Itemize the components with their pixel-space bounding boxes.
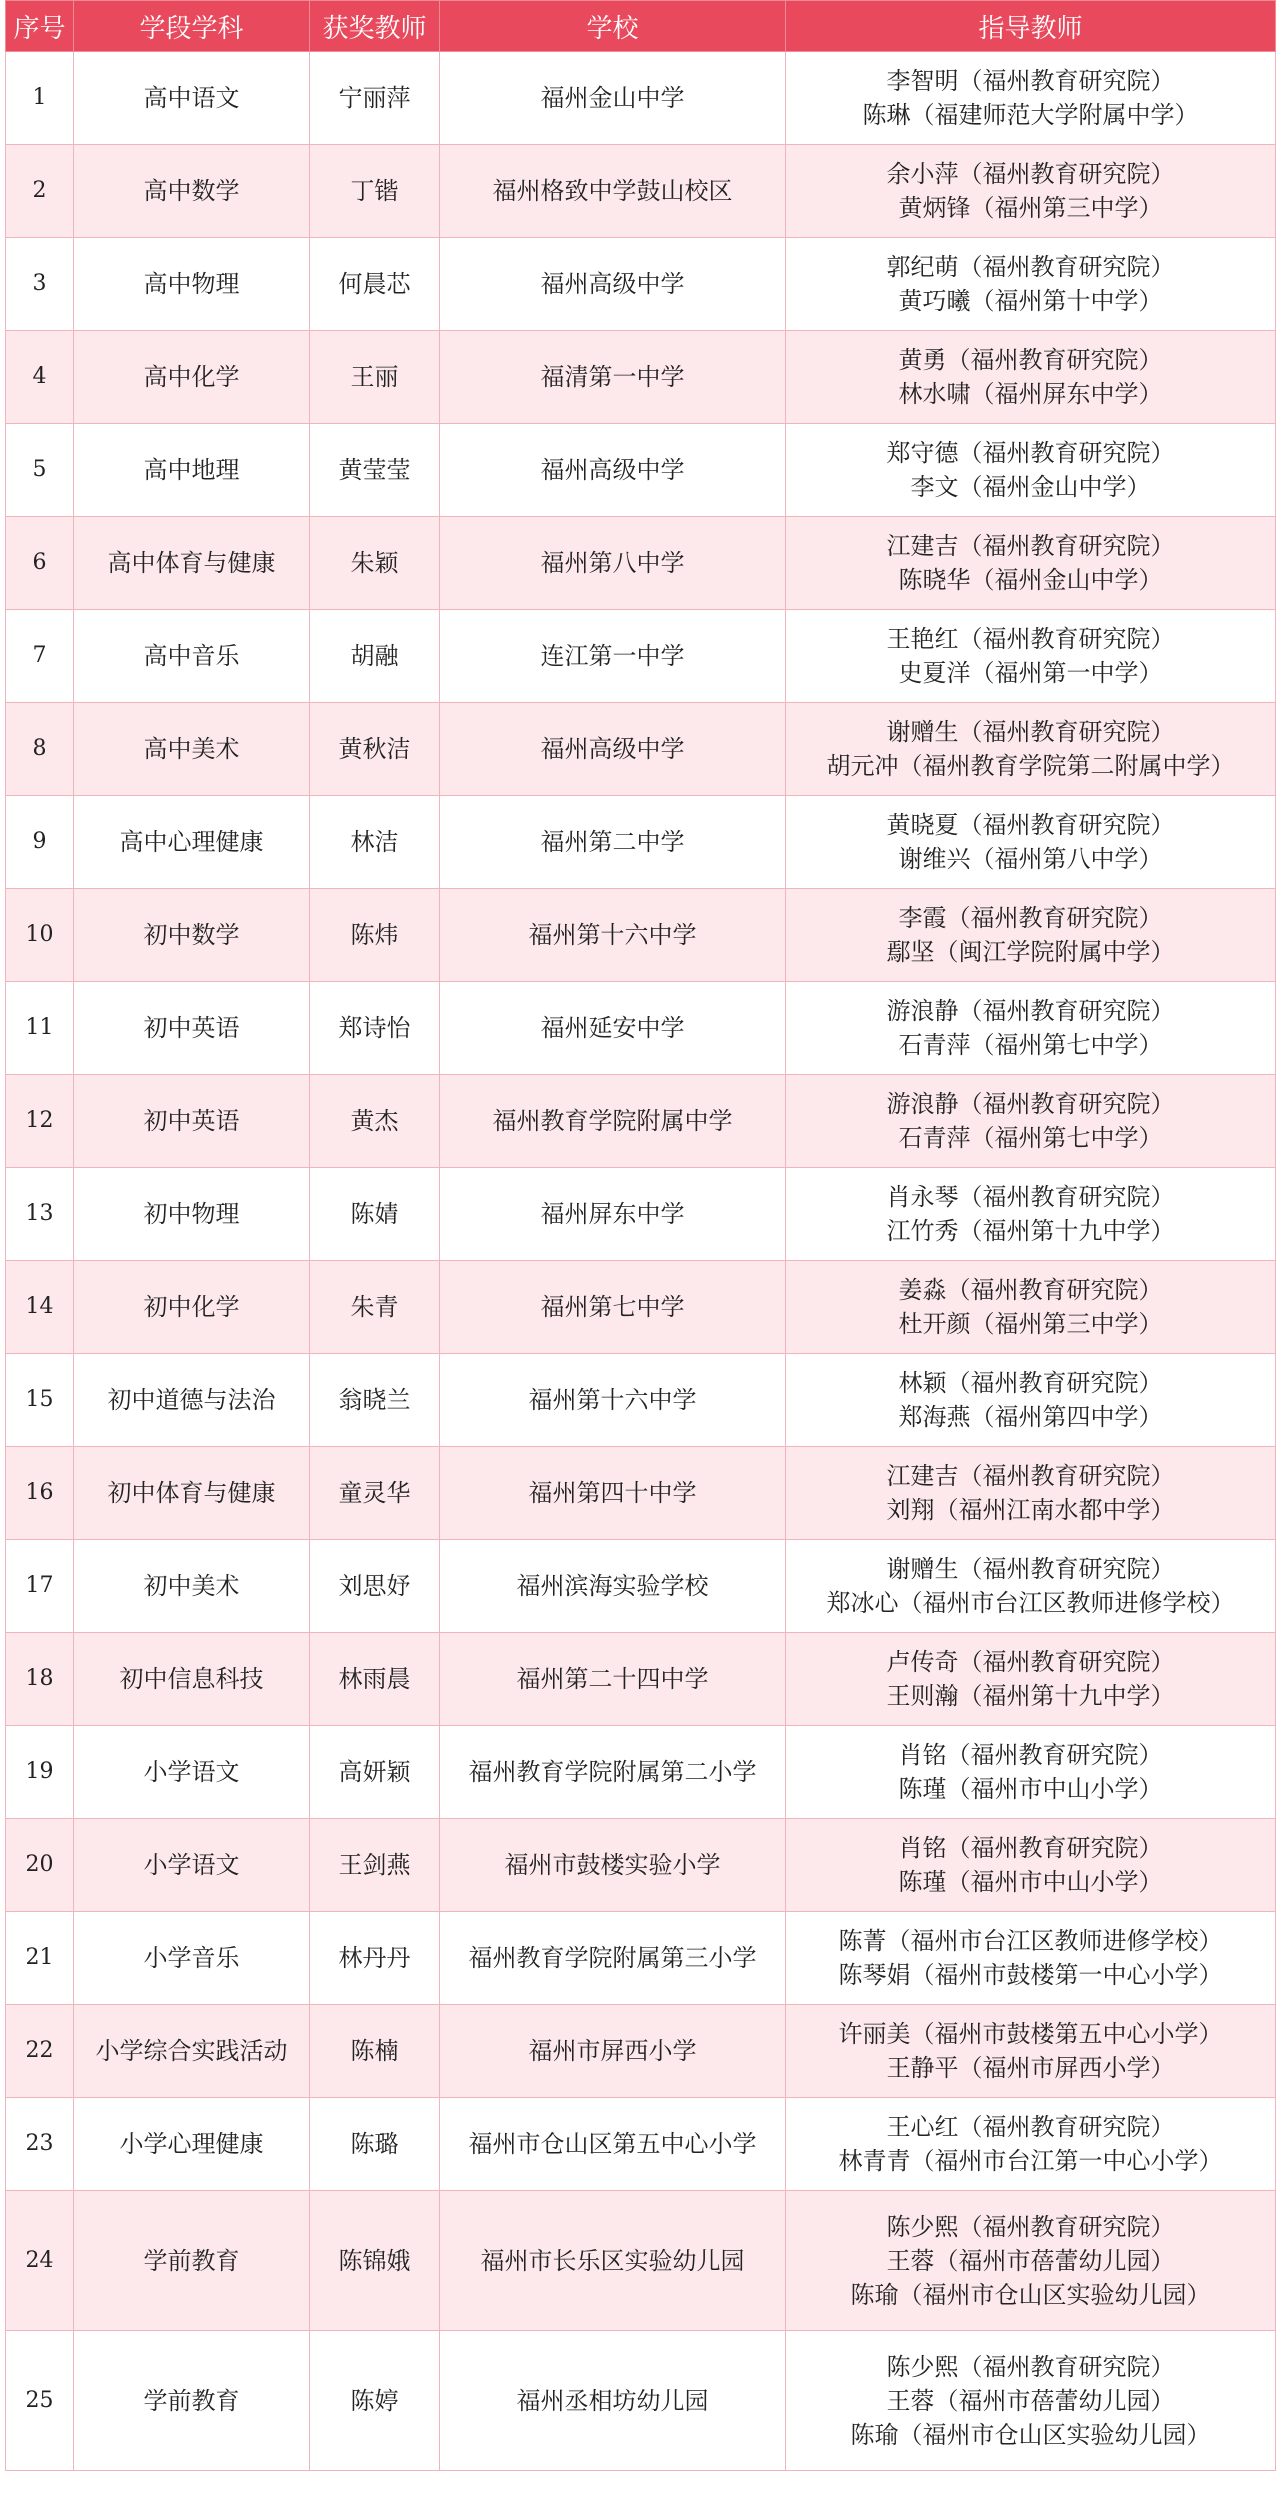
advisor-line: 游浪静（福州教育研究院） [886,1090,1175,1118]
row-no: 16 [6,1447,74,1540]
row-school: 福州市仓山区第五中心小学 [440,2098,786,2191]
header-school: 学校 [440,1,786,52]
row-advisors [786,2191,1276,2331]
row-advisors [786,2005,1276,2098]
advisor-line: 鄢坚（闽江学院附属中学） [886,938,1175,966]
table-row [6,2005,1276,2098]
row-subject: 初中体育与健康 [74,1447,310,1540]
row-school: 福清第一中学 [440,331,786,424]
row-subject: 初中化学 [74,1261,310,1354]
table-row [6,1726,1276,1819]
row-school: 福州市鼓楼实验小学 [440,1819,786,1912]
advisor-line: 林水啸（福州屏东中学） [898,380,1163,408]
row-advisors [786,610,1276,703]
advisor-line: 姜淼（福州教育研究院） [898,1276,1163,1304]
row-subject: 高中心理健康 [74,796,310,889]
row-teacher: 何晨芯 [310,238,440,331]
row-school: 福州滨海实验学校 [440,1540,786,1633]
row-advisors [786,145,1276,238]
row-no: 2 [6,145,74,238]
advisor-line: 林青青（福州市台江第一中心小学） [838,2147,1223,2175]
row-subject: 高中体育与健康 [74,517,310,610]
row-teacher: 黄莹莹 [310,424,440,517]
row-teacher: 宁丽萍 [310,52,440,145]
advisor-line: 肖铭（福州教育研究院） [898,1834,1163,1862]
row-no: 4 [6,331,74,424]
table-row [6,889,1276,982]
advisor-line: 陈瑾（福州市中山小学） [898,1775,1163,1803]
row-subject: 初中英语 [74,982,310,1075]
row-school: 福州第二十四中学 [440,1633,786,1726]
advisor-line: 王静平（福州市屏西小学） [886,2054,1175,2082]
advisor-line: 陈菁（福州市台江区教师进修学校） [838,1927,1223,1955]
row-no: 6 [6,517,74,610]
advisor-line: 王心红（福州教育研究院） [886,2113,1175,2141]
header-row [6,1,1276,52]
advisor-line: 郑守德（福州教育研究院） [886,439,1175,467]
row-advisors [786,1261,1276,1354]
row-subject: 小学语文 [74,1819,310,1912]
table-row [6,1633,1276,1726]
row-subject: 高中化学 [74,331,310,424]
row-subject: 高中音乐 [74,610,310,703]
row-subject: 高中美术 [74,703,310,796]
advisor-line: 李文（福州金山中学） [910,473,1151,501]
row-advisors [786,982,1276,1075]
advisor-line: 许丽美（福州市鼓楼第五中心小学） [838,2020,1223,2048]
advisor-line: 谢维兴（福州第八中学） [898,845,1163,873]
table-row [6,2098,1276,2191]
row-subject: 高中物理 [74,238,310,331]
row-subject: 初中信息科技 [74,1633,310,1726]
row-school: 福州第十六中学 [440,889,786,982]
row-teacher: 黄杰 [310,1075,440,1168]
table-row [6,1912,1276,2005]
row-no: 7 [6,610,74,703]
row-school: 连江第一中学 [440,610,786,703]
row-teacher: 朱青 [310,1261,440,1354]
row-subject: 初中英语 [74,1075,310,1168]
row-teacher: 翁晓兰 [310,1354,440,1447]
table-row [6,1075,1276,1168]
advisor-line: 谢赠生（福州教育研究院） [886,1555,1175,1583]
row-advisors [786,1075,1276,1168]
row-subject: 小学音乐 [74,1912,310,2005]
advisor-line: 石青萍（福州第七中学） [898,1124,1163,1152]
row-school: 福州第十六中学 [440,1354,786,1447]
row-no: 11 [6,982,74,1075]
row-teacher: 陈炜 [310,889,440,982]
advisor-line: 余小萍（福州教育研究院） [886,160,1175,188]
row-teacher: 高妍颖 [310,1726,440,1819]
row-advisors [786,703,1276,796]
row-school: 福州市屏西小学 [440,2005,786,2098]
advisor-line: 刘翔（福州江南水都中学） [886,1496,1175,1524]
row-no: 17 [6,1540,74,1633]
row-teacher: 王丽 [310,331,440,424]
row-school: 福州第八中学 [440,517,786,610]
row-school: 福州第七中学 [440,1261,786,1354]
advisor-line: 陈少熙（福州教育研究院） [886,2212,1175,2241]
advisor-line: 陈瑾（福州市中山小学） [898,1868,1163,1896]
row-no: 10 [6,889,74,982]
table-row [6,145,1276,238]
advisor-line: 陈琴娟（福州市鼓楼第一中心小学） [838,1961,1223,1989]
row-advisors [786,1540,1276,1633]
row-subject: 高中数学 [74,145,310,238]
header-subject: 学段学科 [74,1,310,52]
advisor-line: 杜开颜（福州第三中学） [898,1310,1163,1338]
row-school: 福州教育学院附属第二小学 [440,1726,786,1819]
row-subject: 初中物理 [74,1168,310,1261]
row-subject: 小学心理健康 [74,2098,310,2191]
table-body [6,52,1276,2471]
row-no: 22 [6,2005,74,2098]
row-teacher: 刘思妤 [310,1540,440,1633]
row-teacher: 王剑燕 [310,1819,440,1912]
row-school: 福州教育学院附属中学 [440,1075,786,1168]
advisor-line: 肖铭（福州教育研究院） [898,1741,1163,1769]
advisor-line: 郭纪萌（福州教育研究院） [886,253,1175,281]
row-no: 5 [6,424,74,517]
table-row [6,796,1276,889]
row-advisors [786,1354,1276,1447]
advisor-line: 王则瀚（福州第十九中学） [886,1682,1175,1710]
row-advisors [786,2331,1276,2471]
table-row [6,1819,1276,1912]
row-school: 福州格致中学鼓山校区 [440,145,786,238]
header-teacher: 获奖教师 [310,1,440,52]
advisor-line: 游浪静（福州教育研究院） [886,997,1175,1025]
row-advisors [786,2098,1276,2191]
row-school: 福州金山中学 [440,52,786,145]
row-no: 20 [6,1819,74,1912]
advisor-line: 陈瑜（福州市仓山区实验幼儿园） [850,2420,1211,2449]
table-row [6,331,1276,424]
row-teacher: 林丹丹 [310,1912,440,2005]
row-teacher: 陈璐 [310,2098,440,2191]
row-school: 福州高级中学 [440,703,786,796]
row-subject: 初中数学 [74,889,310,982]
row-subject: 学前教育 [74,2331,310,2471]
row-subject: 高中语文 [74,52,310,145]
row-no: 9 [6,796,74,889]
row-no: 12 [6,1075,74,1168]
advisor-line: 谢赠生（福州教育研究院） [886,718,1175,746]
advisor-line: 江建吉（福州教育研究院） [886,1462,1175,1490]
advisor-line: 郑海燕（福州第四中学） [898,1403,1163,1431]
header-no: 序号 [6,1,74,52]
row-subject: 高中地理 [74,424,310,517]
row-no: 25 [6,2331,74,2471]
row-no: 3 [6,238,74,331]
row-teacher: 陈锦娥 [310,2191,440,2331]
row-teacher: 黄秋洁 [310,703,440,796]
row-advisors [786,1633,1276,1726]
row-advisors [786,1726,1276,1819]
row-teacher: 胡融 [310,610,440,703]
row-no: 19 [6,1726,74,1819]
row-school: 福州延安中学 [440,982,786,1075]
advisor-line: 黄巧曦（福州第十中学） [898,287,1163,315]
row-advisors [786,1168,1276,1261]
advisor-line: 林颖（福州教育研究院） [898,1369,1163,1397]
row-school: 福州市长乐区实验幼儿园 [440,2191,786,2331]
row-no: 23 [6,2098,74,2191]
table-row [6,2331,1276,2471]
row-subject: 学前教育 [74,2191,310,2331]
advisor-line: 江竹秀（福州第十九中学） [886,1217,1175,1245]
advisor-line: 陈晓华（福州金山中学） [898,566,1163,594]
row-school: 福州第四十中学 [440,1447,786,1540]
row-teacher: 林洁 [310,796,440,889]
advisor-line: 陈瑜（福州市仓山区实验幼儿园） [850,2280,1211,2309]
table-row [6,1168,1276,1261]
row-advisors [786,889,1276,982]
row-teacher: 陈楠 [310,2005,440,2098]
advisor-line: 陈少熙（福州教育研究院） [886,2352,1175,2381]
row-teacher: 郑诗怡 [310,982,440,1075]
advisor-line: 王艳红（福州教育研究院） [886,625,1175,653]
advisor-line: 卢传奇（福州教育研究院） [886,1648,1175,1676]
advisor-line: 史夏洋（福州第一中学） [898,659,1163,687]
advisor-line: 黄炳锋（福州第三中学） [898,194,1163,222]
advisor-line: 陈琳（福建师范大学附属中学） [862,101,1199,129]
row-no: 15 [6,1354,74,1447]
row-no: 18 [6,1633,74,1726]
row-teacher: 林雨晨 [310,1633,440,1726]
row-school: 福州教育学院附属第三小学 [440,1912,786,2005]
table-row [6,610,1276,703]
advisor-line: 黄晓夏（福州教育研究院） [886,811,1175,839]
row-teacher: 丁锴 [310,145,440,238]
row-no: 14 [6,1261,74,1354]
table-row [6,1447,1276,1540]
advisor-line: 石青萍（福州第七中学） [898,1031,1163,1059]
row-subject: 小学综合实践活动 [74,2005,310,2098]
table-row [6,517,1276,610]
advisor-line: 江建吉（福州教育研究院） [886,532,1175,560]
advisor-line: 肖永琴（福州教育研究院） [886,1183,1175,1211]
row-teacher: 朱颖 [310,517,440,610]
row-subject: 初中道德与法治 [74,1354,310,1447]
advisor-line: 王蓉（福州市蓓蕾幼儿园） [886,2246,1175,2275]
table-row [6,52,1276,145]
row-subject: 初中美术 [74,1540,310,1633]
row-no: 13 [6,1168,74,1261]
table-row [6,2191,1276,2331]
table-row [6,1261,1276,1354]
row-no: 21 [6,1912,74,2005]
table-row [6,424,1276,517]
row-advisors [786,517,1276,610]
row-subject: 小学语文 [74,1726,310,1819]
row-advisors [786,331,1276,424]
advisor-line: 郑冰心（福州市台江区教师进修学校） [826,1589,1235,1617]
row-advisors [786,424,1276,517]
advisor-line: 王蓉（福州市蓓蕾幼儿园） [886,2386,1175,2415]
header-advisors: 指导教师 [786,1,1276,52]
row-teacher: 陈婧 [310,1168,440,1261]
row-no: 1 [6,52,74,145]
row-school: 福州屏东中学 [440,1168,786,1261]
table-row [6,238,1276,331]
row-advisors [786,1912,1276,2005]
row-advisors [786,796,1276,889]
row-school: 福州高级中学 [440,424,786,517]
table-row [6,703,1276,796]
row-school: 福州高级中学 [440,238,786,331]
row-advisors [786,1819,1276,1912]
awards-table [5,0,1276,2471]
advisor-line: 李智明（福州教育研究院） [886,67,1175,95]
row-advisors [786,52,1276,145]
table-row [6,1540,1276,1633]
table-row [6,1354,1276,1447]
table-row [6,982,1276,1075]
row-advisors [786,1447,1276,1540]
advisor-line: 黄勇（福州教育研究院） [898,346,1163,374]
advisor-line: 李霞（福州教育研究院） [898,904,1163,932]
row-advisors [786,238,1276,331]
row-school: 福州丞相坊幼儿园 [440,2331,786,2471]
row-school: 福州第二中学 [440,796,786,889]
row-no: 24 [6,2191,74,2331]
row-no: 8 [6,703,74,796]
row-teacher: 童灵华 [310,1447,440,1540]
advisor-line: 胡元冲（福州教育学院第二附属中学） [826,752,1235,780]
awards-table-container [5,0,1275,2471]
row-teacher: 陈婷 [310,2331,440,2471]
